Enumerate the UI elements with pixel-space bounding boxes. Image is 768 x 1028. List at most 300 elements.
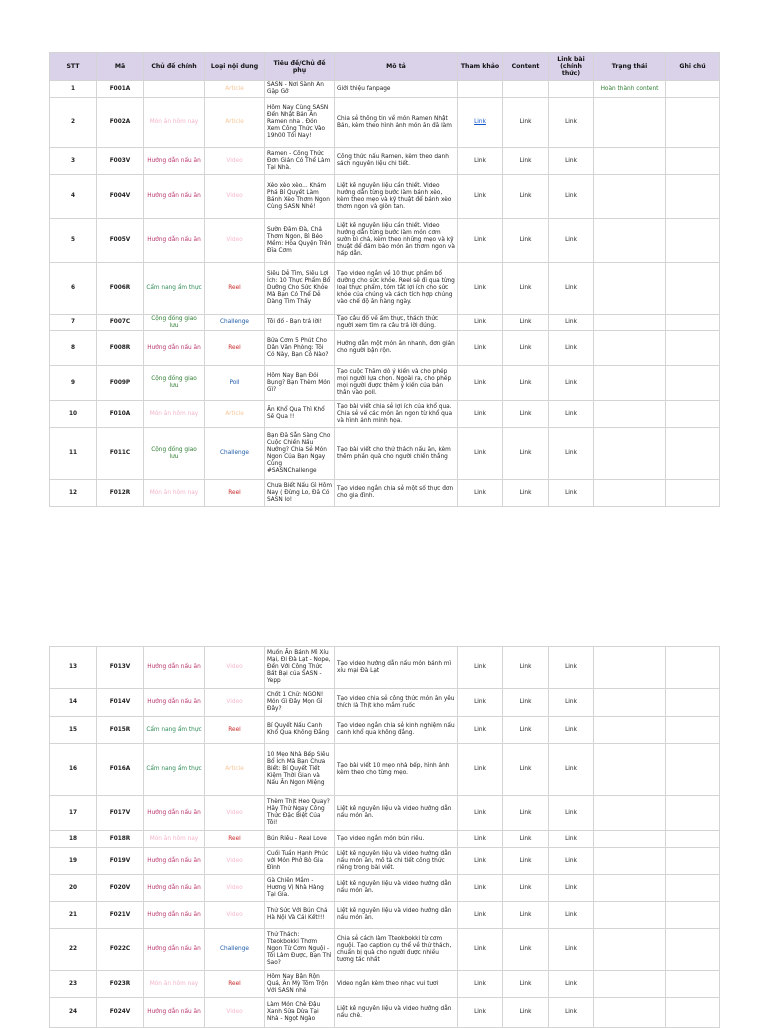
row-link-bai[interactable]: Link <box>549 175 594 219</box>
row-stt: 1 <box>50 81 97 98</box>
row-tieu-de: Chưa Biết Nấu Gì Hôm Nay ( Đừng Lo, Đã Có SASN lo! <box>265 480 335 507</box>
row-tham-khao-link[interactable]: Link <box>458 219 503 263</box>
row-tham-khao-link[interactable]: Link <box>458 148 503 175</box>
header-trang-thai: Trạng thái <box>594 53 666 81</box>
row-tieu-de: Muốn Ăn Bánh Mì Xíu Mại, Đi Đà Lạt - Nope, Đến Với Công Thức Bất Bại của SASN - Yepp <box>265 647 335 689</box>
row-chu-de: Hướng dẫn nấu ăn <box>144 219 205 263</box>
row-mo-ta: Tạo video ngắn về 10 thực phẩm bổ dưỡng cho sức khỏe. Reel sẽ đi qua từng loại thực phẩm, tóm tắt lợi ích cho sức khỏe của chúng và cách tích hợp chúng vào chế độ ăn hàng ngày. <box>335 263 458 315</box>
row-mo-ta: Công thức nấu Ramen, kèm theo danh sách nguyên liệu chi tiết. <box>335 148 458 175</box>
row-ghi-chu <box>666 480 720 507</box>
row-tieu-de: Thử Thách: Tteokbokki Thơm Ngon Từ Cơm Nguội - Tôi Làm Được, Bạn Thì Sao? <box>265 929 335 971</box>
row-mo-ta: Liệt kê nguyên liệu và video hướng dẫn nấu món ăn. <box>335 902 458 929</box>
row-link-bai[interactable]: Link <box>549 366 594 401</box>
row-ghi-chu <box>666 796 720 831</box>
row-loai-noi-dung: Article <box>205 744 265 796</box>
row-ma: F021V <box>97 902 144 929</box>
row-loai-noi-dung: Reel <box>205 480 265 507</box>
table-row <box>50 744 720 796</box>
row-tieu-de: Bạn Đã Sẵn Sàng Cho Cuộc Chiến Nấu Nướng? Chia Sẻ Món Ngon Của Bạn Ngay Cùng #SASNChallenge <box>265 428 335 480</box>
row-tieu-de: Tôi đố - Bạn trả lời! <box>265 315 335 331</box>
table-row <box>50 796 720 831</box>
row-tham-khao-link[interactable]: Link <box>458 744 503 796</box>
row-trang-thai <box>594 366 666 401</box>
row-ghi-chu <box>666 331 720 366</box>
row-trang-thai <box>594 219 666 263</box>
row-loai-noi-dung: Reel <box>205 717 265 744</box>
row-tham-khao-link[interactable]: Link <box>458 848 503 875</box>
row-mo-ta: Tạo cuộc Thăm dò ý kiến và cho phép mọi người lựa chọn. Ngoài ra, cho phép mọi người được thêm ý kiến của bản thân vào poll. <box>335 366 458 401</box>
row-mo-ta: Tạo video ngắn chia sẻ một số thực đơn cho gia đình. <box>335 480 458 507</box>
row-ghi-chu <box>666 848 720 875</box>
row-tieu-de: Thử Sức Với Bún Chả Hà Nội Và Cái Kết!!! <box>265 902 335 929</box>
row-ghi-chu <box>666 902 720 929</box>
row-ghi-chu <box>666 263 720 315</box>
row-ghi-chu <box>666 98 720 148</box>
row-tham-khao-link[interactable]: Link <box>458 366 503 401</box>
row-content-link[interactable]: Link <box>503 971 549 998</box>
row-ghi-chu <box>666 81 720 98</box>
row-stt: 24 <box>50 998 97 1028</box>
row-stt: 7 <box>50 315 97 331</box>
row-trang-thai <box>594 744 666 796</box>
row-tham-khao-link[interactable]: Link <box>458 875 503 902</box>
row-loai-noi-dung: Article <box>205 81 265 98</box>
row-content-link[interactable]: Link <box>503 796 549 831</box>
row-trang-thai <box>594 175 666 219</box>
row-tieu-de: Bún Riêu - Real Love <box>265 831 335 848</box>
table-row <box>50 175 720 219</box>
row-content-link[interactable]: Link <box>503 717 549 744</box>
row-ghi-chu <box>666 744 720 796</box>
row-trang-thai <box>594 717 666 744</box>
row-chu-de: Cẩm nang ẩm thực <box>144 744 205 796</box>
table-row <box>50 998 720 1028</box>
row-link-bai[interactable]: Link <box>549 148 594 175</box>
row-mo-ta: Liệt kê nguyên liệu cần thiết. Video hướng dẫn từng bước làm bánh xèo, kèm theo mẹo và kỹ thuật để bánh xèo thơm ngon và giòn tan. <box>335 175 458 219</box>
row-trang-thai <box>594 902 666 929</box>
row-loai-noi-dung: Video <box>205 175 265 219</box>
row-loai-noi-dung: Video <box>205 148 265 175</box>
header-tham-khao: Tham khảo <box>458 53 503 81</box>
spreadsheet-page-2 <box>49 646 719 1028</box>
row-loai-noi-dung: Article <box>205 401 265 428</box>
row-stt: 15 <box>50 717 97 744</box>
row-ma: F001A <box>97 81 144 98</box>
row-loai-noi-dung: Poll <box>205 366 265 401</box>
row-mo-ta: Chia sẻ thông tin về món Ramen Nhật Bản, kèm theo hình ảnh món ăn đã làm <box>335 98 458 148</box>
row-link-bai[interactable]: Link <box>549 902 594 929</box>
row-stt: 2 <box>50 98 97 148</box>
row-link-bai <box>549 81 594 98</box>
row-link-bai[interactable]: Link <box>549 428 594 480</box>
row-loai-noi-dung: Video <box>205 902 265 929</box>
table-row <box>50 831 720 848</box>
row-content-link[interactable]: Link <box>503 366 549 401</box>
row-chu-de: Cẩm nang ẩm thực <box>144 263 205 315</box>
row-stt: 11 <box>50 428 97 480</box>
row-ghi-chu <box>666 647 720 689</box>
row-loai-noi-dung: Video <box>205 848 265 875</box>
row-trang-thai <box>594 401 666 428</box>
row-tieu-de: Ramen - Công Thức Đơn Giản Có Thể Làm Tại Nhà. <box>265 148 335 175</box>
row-content-link[interactable]: Link <box>503 902 549 929</box>
row-tham-khao-link <box>458 81 503 98</box>
row-chu-de: Hướng dẫn nấu ăn <box>144 148 205 175</box>
table-row <box>50 971 720 998</box>
row-chu-de: Hướng dẫn nấu ăn <box>144 647 205 689</box>
row-trang-thai <box>594 148 666 175</box>
row-ma: F012R <box>97 480 144 507</box>
content-plan-table-1 <box>49 52 720 507</box>
row-content-link <box>503 81 549 98</box>
row-trang-thai <box>594 647 666 689</box>
row-loai-noi-dung: Video <box>205 796 265 831</box>
row-link-bai[interactable]: Link <box>549 796 594 831</box>
row-content-link[interactable]: Link <box>503 689 549 717</box>
row-trang-thai <box>594 998 666 1028</box>
row-stt: 4 <box>50 175 97 219</box>
row-stt: 6 <box>50 263 97 315</box>
table-row <box>50 428 720 480</box>
row-ma: F023R <box>97 971 144 998</box>
row-stt: 13 <box>50 647 97 689</box>
row-chu-de: Hướng dẫn nấu ăn <box>144 902 205 929</box>
row-tham-khao-link[interactable]: Link <box>458 175 503 219</box>
row-content-link[interactable]: Link <box>503 848 549 875</box>
row-stt: 14 <box>50 689 97 717</box>
row-ghi-chu <box>666 401 720 428</box>
row-ghi-chu <box>666 689 720 717</box>
row-content-link[interactable]: Link <box>503 480 549 507</box>
row-trang-thai <box>594 929 666 971</box>
row-link-bai[interactable]: Link <box>549 647 594 689</box>
row-stt: 18 <box>50 831 97 848</box>
table-body-1 <box>50 81 720 507</box>
row-mo-ta: Tạo video ngắn món bún riêu. <box>335 831 458 848</box>
row-ma: F022C <box>97 929 144 971</box>
row-ma: F007C <box>97 315 144 331</box>
row-trang-thai <box>594 831 666 848</box>
row-stt: 23 <box>50 971 97 998</box>
row-content-link[interactable]: Link <box>503 219 549 263</box>
table-row <box>50 689 720 717</box>
row-chu-de: Hướng dẫn nấu ăn <box>144 998 205 1028</box>
row-stt: 12 <box>50 480 97 507</box>
row-tham-khao-link[interactable]: Link <box>458 902 503 929</box>
header-ma: Mã <box>97 53 144 81</box>
row-ghi-chu <box>666 717 720 744</box>
row-tieu-de: Thèm Thịt Heo Quay? Hãy Thử Ngay Công Thức Đặc Biệt Của Tôi! <box>265 796 335 831</box>
row-mo-ta: Tạo video ngắn chia sẻ kinh nghiệm nấu canh khổ qua không đắng. <box>335 717 458 744</box>
row-chu-de: Cộng đồng giao lưu <box>144 428 205 480</box>
row-link-bai[interactable]: Link <box>549 331 594 366</box>
table-row <box>50 366 720 401</box>
row-loai-noi-dung: Video <box>205 875 265 902</box>
row-stt: 3 <box>50 148 97 175</box>
row-chu-de <box>144 81 205 98</box>
row-ma: F006R <box>97 263 144 315</box>
header-tieu-de: Tiêu đề/Chủ đề phụ <box>265 53 335 81</box>
table-row <box>50 717 720 744</box>
row-link-bai[interactable]: Link <box>549 480 594 507</box>
row-stt: 5 <box>50 219 97 263</box>
row-tham-khao-link[interactable]: Link <box>458 831 503 848</box>
table-row <box>50 148 720 175</box>
row-chu-de: Hướng dẫn nấu ăn <box>144 331 205 366</box>
row-tieu-de: 10 Mẹo Nhà Bếp Siêu Bổ Ích Mà Bạn Chưa Biết: Bí Quyết Tiết Kiệm Thời Gian và Nấu Ăn Ngon Miệng <box>265 744 335 796</box>
row-chu-de: Món ăn hôm nay <box>144 480 205 507</box>
row-mo-ta: Tạo câu đố về ẩm thực, thách thức người xem tìm ra câu trả lời đúng. <box>335 315 458 331</box>
row-chu-de: Hướng dẫn nấu ăn <box>144 796 205 831</box>
row-trang-thai <box>594 971 666 998</box>
table-row <box>50 263 720 315</box>
row-trang-thai <box>594 428 666 480</box>
row-content-link[interactable]: Link <box>503 401 549 428</box>
row-link-bai[interactable]: Link <box>549 971 594 998</box>
row-loai-noi-dung: Video <box>205 998 265 1028</box>
header-row <box>50 53 720 81</box>
row-ghi-chu <box>666 998 720 1028</box>
row-loai-noi-dung: Challenge <box>205 929 265 971</box>
row-chu-de: Món ăn hôm nay <box>144 98 205 148</box>
row-link-bai[interactable]: Link <box>549 998 594 1028</box>
row-ma: F020V <box>97 875 144 902</box>
row-mo-ta: Liệt kê nguyên liệu và video hướng dẫn nấu món ăn. <box>335 875 458 902</box>
header-stt: STT <box>50 53 97 81</box>
row-tieu-de: Gà Chiên Mắm - Hương Vị Nhà Hàng Tại Gia. <box>265 875 335 902</box>
row-tieu-de: Xèo xèo xèo... Khám Phá Bí Quyết Làm Bánh Xèo Thơm Ngon Cùng SASN Nhé! <box>265 175 335 219</box>
row-tieu-de: Bí Quyết Nấu Canh Khổ Qua Không Đắng <box>265 717 335 744</box>
table-row <box>50 480 720 507</box>
row-mo-ta: Tạo bài viết chia sẻ lợi ích của khổ qua. Chia sẻ về các món ăn ngon từ khổ qua và hình ảnh minh họa. <box>335 401 458 428</box>
row-trang-thai <box>594 263 666 315</box>
row-stt: 20 <box>50 875 97 902</box>
row-link-bai[interactable]: Link <box>549 689 594 717</box>
row-ma: F024V <box>97 998 144 1028</box>
header-link-bai: Link bài (chính thức) <box>549 53 594 81</box>
row-mo-ta: Giới thiệu fanpage <box>335 81 458 98</box>
row-stt: 22 <box>50 929 97 971</box>
row-trang-thai: Hoàn thành content <box>594 81 666 98</box>
row-ma: F002A <box>97 98 144 148</box>
row-ma: F014V <box>97 689 144 717</box>
row-tham-khao-link[interactable]: Link <box>458 647 503 689</box>
header-loai: Loại nội dung <box>205 53 265 81</box>
row-ghi-chu <box>666 219 720 263</box>
table-row <box>50 929 720 971</box>
row-content-link[interactable]: Link <box>503 315 549 331</box>
header-ghi-chu: Ghi chú <box>666 53 720 81</box>
row-chu-de: Hướng dẫn nấu ăn <box>144 929 205 971</box>
row-stt: 9 <box>50 366 97 401</box>
row-content-link[interactable]: Link <box>503 831 549 848</box>
row-loai-noi-dung: Article <box>205 98 265 148</box>
table-row <box>50 902 720 929</box>
row-ma: F015R <box>97 717 144 744</box>
row-loai-noi-dung: Challenge <box>205 428 265 480</box>
table-body-2 <box>50 647 720 1028</box>
table-row <box>50 848 720 875</box>
row-ma: F019V <box>97 848 144 875</box>
row-tham-khao-link[interactable]: Link <box>458 263 503 315</box>
row-ma: F013V <box>97 647 144 689</box>
row-ghi-chu <box>666 971 720 998</box>
row-tieu-de: Ăn Khổ Qua Thì Khổ Sẽ Qua !! <box>265 401 335 428</box>
row-loai-noi-dung: Reel <box>205 971 265 998</box>
row-mo-ta: Tạo video hướng dẫn nấu món bánh mì xíu mại Đà Lạt <box>335 647 458 689</box>
row-chu-de: Cộng đồng giao lưu <box>144 315 205 331</box>
row-chu-de: Cộng đồng giao lưu <box>144 366 205 401</box>
row-tham-khao-link[interactable]: Link <box>458 796 503 831</box>
row-chu-de: Hướng dẫn nấu ăn <box>144 875 205 902</box>
row-trang-thai <box>594 331 666 366</box>
row-mo-ta: Liệt kê nguyên liệu và video hướng dẫn nấu món ăn. <box>335 796 458 831</box>
row-tieu-de: Sườn Đăm Đà, Chả Thơm Ngon, Bì Béo Mềm: Hòa Quyện Trên Đĩa Cơm <box>265 219 335 263</box>
row-mo-ta: Tạo bài viết cho thử thách nấu ăn, kèm thêm phần quà cho người chiến thắng <box>335 428 458 480</box>
row-mo-ta: Hướng dẫn một món ăn nhanh, đơn giản cho người bận rộn. <box>335 331 458 366</box>
row-ma: F018R <box>97 831 144 848</box>
row-tham-khao-link[interactable]: Link <box>458 401 503 428</box>
row-link-bai[interactable]: Link <box>549 875 594 902</box>
row-ma: F010A <box>97 401 144 428</box>
row-tieu-de: SASN - Nơi Sành Ăn Gặp Gỡ <box>265 81 335 98</box>
row-chu-de: Hướng dẫn nấu ăn <box>144 175 205 219</box>
row-ma: F004V <box>97 175 144 219</box>
header-mo-ta: Mô tả <box>335 53 458 81</box>
row-trang-thai <box>594 480 666 507</box>
row-ghi-chu <box>666 831 720 848</box>
row-stt: 8 <box>50 331 97 366</box>
row-tham-khao-link[interactable]: Link <box>458 98 503 148</box>
row-stt: 19 <box>50 848 97 875</box>
row-content-link[interactable]: Link <box>503 148 549 175</box>
row-link-bai[interactable]: Link <box>549 831 594 848</box>
row-tieu-de: Siêu Dễ Tìm, Siêu Lợi Ích: 10 Thực Phẩm Bổ Dưỡng Cho Sức Khỏe Mà Bạn Có Thể Dễ Dàng Tìm Thấy <box>265 263 335 315</box>
row-trang-thai <box>594 796 666 831</box>
row-tham-khao-link[interactable]: Link <box>458 929 503 971</box>
row-tieu-de: Bữa Cơm 5 Phút Cho Dân Văn Phòng: Tôi Có Này, Bạn Có Nào? <box>265 331 335 366</box>
table-row <box>50 875 720 902</box>
row-content-link[interactable]: Link <box>503 331 549 366</box>
row-tham-khao-link[interactable]: Link <box>458 315 503 331</box>
table-row <box>50 647 720 689</box>
row-mo-ta: Liệt kê nguyên liệu cần thiết. Video hướng dẫn từng bước làm món cơm sườn bì chả, kèm theo những mẹo và kỹ thuật để đảm bảo món ăn thơm ngon và hấp dẫn. <box>335 219 458 263</box>
row-content-link[interactable]: Link <box>503 98 549 148</box>
table-row <box>50 219 720 263</box>
row-trang-thai <box>594 689 666 717</box>
row-ma: F003V <box>97 148 144 175</box>
row-content-link[interactable]: Link <box>503 875 549 902</box>
row-ghi-chu <box>666 428 720 480</box>
row-link-bai[interactable]: Link <box>549 263 594 315</box>
row-trang-thai <box>594 98 666 148</box>
row-link-bai[interactable]: Link <box>549 98 594 148</box>
row-chu-de: Hướng dẫn nấu ăn <box>144 689 205 717</box>
row-loai-noi-dung: Reel <box>205 831 265 848</box>
row-tham-khao-link[interactable]: Link <box>458 428 503 480</box>
row-chu-de: Món ăn hôm nay <box>144 401 205 428</box>
row-ma: F005V <box>97 219 144 263</box>
row-ghi-chu <box>666 875 720 902</box>
row-link-bai[interactable]: Link <box>549 744 594 796</box>
row-stt: 21 <box>50 902 97 929</box>
row-ghi-chu <box>666 315 720 331</box>
row-loai-noi-dung: Challenge <box>205 315 265 331</box>
row-tieu-de: Làm Món Chè Đậu Xanh Sữa Dừa Tại Nhà - Ngọt Ngào <box>265 998 335 1028</box>
row-tham-khao-link[interactable]: Link <box>458 331 503 366</box>
row-tham-khao-link[interactable]: Link <box>458 971 503 998</box>
row-content-link[interactable]: Link <box>503 263 549 315</box>
table-row <box>50 98 720 148</box>
row-link-bai[interactable]: Link <box>549 929 594 971</box>
row-tieu-de: Cuối Tuần Hạnh Phúc với Món Phở Bò Gia Đình <box>265 848 335 875</box>
row-mo-ta: Tạo bài viết 10 mẹo nhà bếp, hình ảnh kèm theo cho từng mẹo. <box>335 744 458 796</box>
content-plan-table-2 <box>49 646 720 1028</box>
header-content: Content <box>503 53 549 81</box>
row-tieu-de: Hôm Nay Bận Rộn Quá, Ăn Mỳ Tôm Trộn Với SASN nhé <box>265 971 335 998</box>
row-ma: F017V <box>97 796 144 831</box>
row-content-link[interactable]: Link <box>503 428 549 480</box>
row-tieu-de: Hôm Nay Cùng SASN Đến Nhật Bản Ăn Ramen nha . Đón Xem Công Thức Vào 19h00 Tối Nay! <box>265 98 335 148</box>
row-content-link[interactable]: Link <box>503 998 549 1028</box>
row-content-link[interactable]: Link <box>503 744 549 796</box>
row-tieu-de: Hôm Nay Bạn Đói Bụng? Bạn Thèm Món Gì? <box>265 366 335 401</box>
row-stt: 17 <box>50 796 97 831</box>
row-content-link[interactable]: Link <box>503 647 549 689</box>
row-content-link[interactable]: Link <box>503 929 549 971</box>
row-ghi-chu <box>666 929 720 971</box>
row-stt: 10 <box>50 401 97 428</box>
row-tham-khao-link[interactable]: Link <box>458 689 503 717</box>
row-chu-de: Món ăn hôm nay <box>144 971 205 998</box>
row-link-bai[interactable]: Link <box>549 315 594 331</box>
row-chu-de: Món ăn hôm nay <box>144 831 205 848</box>
table-row <box>50 401 720 428</box>
row-loai-noi-dung: Reel <box>205 263 265 315</box>
row-tham-khao-link[interactable]: Link <box>458 480 503 507</box>
row-link-bai[interactable]: Link <box>549 219 594 263</box>
row-trang-thai <box>594 875 666 902</box>
row-tham-khao-link[interactable]: Link <box>458 717 503 744</box>
row-content-link[interactable]: Link <box>503 175 549 219</box>
row-link-bai[interactable]: Link <box>549 848 594 875</box>
table-row <box>50 315 720 331</box>
row-tham-khao-link[interactable]: Link <box>458 998 503 1028</box>
row-ghi-chu <box>666 148 720 175</box>
row-chu-de: Cẩm nang ẩm thực <box>144 717 205 744</box>
row-mo-ta: Video ngắn kèm theo nhạc vui tươi <box>335 971 458 998</box>
row-mo-ta: Liệt kê nguyên liệu và video hướng dẫn nấu chè. <box>335 998 458 1028</box>
row-loai-noi-dung: Video <box>205 689 265 717</box>
row-ma: F009P <box>97 366 144 401</box>
row-loai-noi-dung: Video <box>205 219 265 263</box>
row-chu-de: Hướng dẫn nấu ăn <box>144 848 205 875</box>
row-loai-noi-dung: Video <box>205 647 265 689</box>
row-trang-thai <box>594 848 666 875</box>
row-link-bai[interactable]: Link <box>549 401 594 428</box>
row-ghi-chu <box>666 175 720 219</box>
row-loai-noi-dung: Reel <box>205 331 265 366</box>
spreadsheet-page-1 <box>49 52 719 507</box>
row-ghi-chu <box>666 366 720 401</box>
row-link-bai[interactable]: Link <box>549 717 594 744</box>
table-row <box>50 81 720 98</box>
row-stt: 16 <box>50 744 97 796</box>
row-ma: F011C <box>97 428 144 480</box>
row-ma: F008R <box>97 331 144 366</box>
row-ma: F016A <box>97 744 144 796</box>
row-trang-thai <box>594 315 666 331</box>
